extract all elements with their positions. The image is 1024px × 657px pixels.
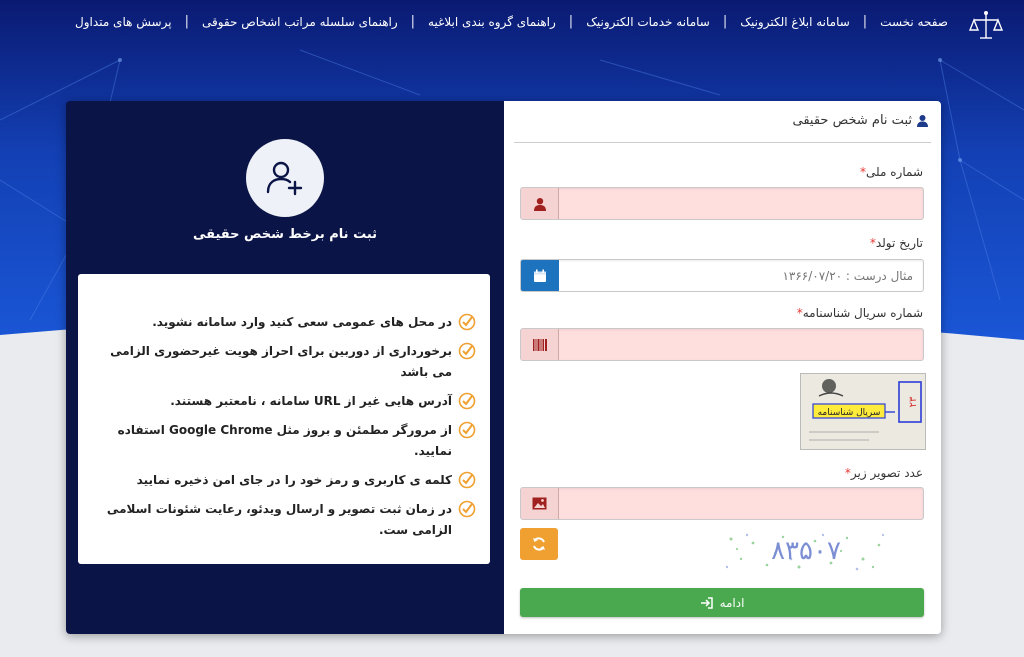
rule-item (88, 470, 476, 491)
calendar-icon[interactable] (521, 260, 559, 291)
rule-text: کلمه ی کاربری و رمز خود را در جای امن ذخیره نمایید (136, 473, 452, 487)
serial-sample-code: ۲۳ (908, 396, 919, 408)
form-title-text: ثبت نام شخص حقیقی (792, 113, 912, 128)
required-mark: * (860, 165, 867, 179)
nav-item-notification-grouping-guide[interactable]: راهنمای گروه بندی ابلاغیه (428, 14, 556, 29)
nav-item-legal-hierarchy-guide[interactable]: راهنمای سلسله مراتب اشخاص حقوقی (201, 14, 398, 29)
check-circle-icon (458, 313, 476, 331)
nav-item-e-services[interactable]: سامانه خدمات الکترونیک (586, 14, 710, 29)
user-plus-icon (263, 156, 307, 200)
serial-sample-caption: سریال شناسنامه (817, 408, 881, 418)
rule-item (88, 420, 476, 462)
registration-form (504, 101, 941, 634)
nav-separator: | (410, 14, 416, 29)
rule-text: آدرس هایی غیر از URL سامانه ، نامعتبر هستند. (170, 394, 452, 408)
birth-date-field (520, 259, 924, 292)
check-circle-icon (458, 342, 476, 360)
rule-item (88, 499, 476, 541)
nav-item-e-notification[interactable]: سامانه ابلاغ الکترونیک (740, 14, 850, 29)
serial-label (794, 306, 923, 320)
rules-box (78, 274, 490, 564)
nav-separator: | (184, 14, 189, 29)
required-mark: * (869, 236, 876, 250)
user-icon (916, 114, 929, 127)
captcha-label-text: عدد تصویر زیر (850, 466, 923, 480)
required-mark: * (844, 466, 851, 480)
rule-text: برخورداری از دوربین برای احراز هویت غیرحضوری الزامی می باشد (110, 344, 452, 379)
scales-of-justice-icon[interactable] (968, 8, 1004, 44)
serial-input[interactable] (559, 329, 923, 360)
refresh-icon (531, 536, 547, 552)
national-id-input[interactable] (559, 188, 923, 219)
barcode-icon (521, 329, 559, 360)
rule-text: در زمان ثبت تصویر و ارسال ویدئو، رعایت شئونات اسلامی الزامی ست. (106, 502, 452, 537)
top-navigation (0, 0, 1024, 48)
refresh-captcha-button[interactable] (520, 528, 558, 560)
national-id-field (520, 187, 924, 220)
captcha-field (520, 487, 924, 520)
info-panel (66, 101, 504, 634)
national-id-label (857, 165, 923, 179)
form-title (793, 113, 930, 128)
rule-text: از مرورگر مطمئن و بروز مثل Google Chrome استفاده نمایید. (117, 423, 452, 458)
nav-separator: | (568, 14, 574, 29)
serial-sample-image (800, 373, 926, 450)
captcha-label (842, 466, 923, 480)
nav-menu (75, 14, 948, 29)
nav-item-home[interactable]: صفحه نخست (880, 14, 948, 29)
user-icon (521, 188, 559, 219)
national-id-label-text: شماره ملی (866, 165, 923, 179)
captcha-code: ۸۳۵۰۷ (771, 536, 841, 566)
captcha-image (723, 529, 889, 573)
nav-separator: | (862, 14, 868, 29)
continue-button-label: ادامه (719, 595, 745, 610)
registration-card (66, 101, 941, 634)
rule-item (88, 341, 476, 383)
serial-label-text: شماره سریال شناسنامه (802, 306, 923, 320)
rule-text: در محل های عمومی سعی کنید وارد سامانه نشوید. (152, 315, 452, 329)
nav-separator: | (722, 14, 728, 29)
birth-date-label (867, 236, 923, 250)
check-circle-icon (458, 500, 476, 518)
avatar (246, 139, 324, 217)
title-divider (514, 142, 931, 143)
rule-item (88, 391, 476, 412)
continue-button[interactable] (520, 588, 924, 617)
info-panel-title: ثبت نام برخط شخص حقیقی (192, 227, 378, 242)
rule-item (88, 312, 476, 333)
required-mark: * (796, 306, 803, 320)
sign-in-icon (700, 597, 714, 609)
check-circle-icon (458, 471, 476, 489)
image-icon (521, 488, 559, 519)
birth-date-input[interactable] (559, 260, 923, 291)
check-circle-icon (458, 392, 476, 410)
captcha-input[interactable] (559, 488, 923, 519)
nav-item-faq[interactable]: پرسش های متداول (75, 14, 172, 29)
serial-field (520, 328, 924, 361)
birth-date-label-text: تاریخ تولد (875, 236, 923, 250)
check-circle-icon (458, 421, 476, 439)
